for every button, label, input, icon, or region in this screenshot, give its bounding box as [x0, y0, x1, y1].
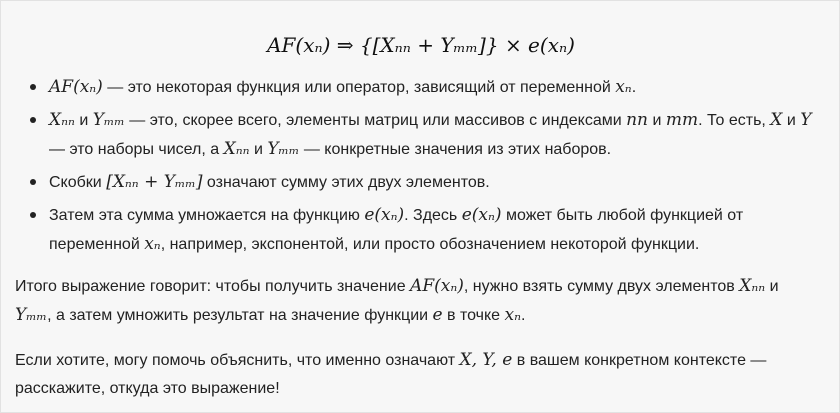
- text-span: в вашем конкретном контексте — расскажите, откуда это выражение!: [15, 352, 767, 397]
- text-span: Итого выражение говорит: чтобы получить значение: [15, 278, 411, 295]
- list-item: [21, 73, 821, 102]
- text-span: , например, экспонентой, или просто обозначением некоторой функции.: [160, 236, 700, 253]
- text-span: — это некоторая функция или оператор, зависящий от переменной: [102, 79, 616, 96]
- math-inline: e(xₙ): [364, 205, 405, 225]
- text-span: Затем эта сумма умножается на функцию: [49, 207, 365, 224]
- text-span: . То есть,: [698, 112, 771, 129]
- math-inline: AF(xₙ): [49, 77, 103, 97]
- math-inline: Xₙₙ: [739, 276, 766, 296]
- math-inline: e: [432, 305, 443, 325]
- text-span: .: [631, 79, 637, 96]
- display-formula: AF(xₙ) ⇒ {[Xₙₙ + Yₘₘ]} × e(xₙ): [267, 33, 575, 57]
- text-span: и: [782, 112, 801, 129]
- text-span: Скобки: [49, 174, 107, 191]
- text-span: , а затем умножить результат на значение функции: [47, 307, 433, 324]
- math-inline: e(xₙ): [461, 205, 502, 225]
- text-span: — это, скорее всего, элементы матриц или массивов с индексами: [124, 112, 627, 129]
- math-inline: mm: [665, 110, 699, 130]
- text-span: может быть любой функцией от переменной: [49, 207, 744, 253]
- text-span: — это наборы чисел, а: [49, 141, 224, 158]
- math-inline: AF(xₙ): [410, 276, 464, 296]
- text-span: , нужно взять сумму двух элементов: [463, 278, 740, 295]
- math-inline: xₙ: [504, 305, 522, 325]
- math-inline: Y: [800, 110, 812, 130]
- text-span: Если хотите, могу помочь объяснить, что именно означают: [15, 352, 460, 369]
- summary-paragraph: [15, 272, 815, 330]
- math-inline: xₙ: [144, 234, 161, 254]
- text-span: означают сумму этих двух элементов.: [202, 174, 490, 191]
- text-span: и: [765, 278, 779, 295]
- text-span: .: [521, 307, 526, 324]
- math-inline: Yₘₘ: [267, 139, 300, 159]
- offer-paragraph: [15, 346, 815, 403]
- math-inline: X: [770, 110, 783, 130]
- text-span: и: [249, 141, 268, 158]
- math-inline: X, Y, e: [459, 350, 513, 370]
- list-item: [21, 168, 821, 197]
- math-inline: [Xₙₙ + Yₘₘ]: [106, 172, 203, 192]
- list-item: [21, 201, 821, 259]
- math-inline: Yₘₘ: [92, 110, 125, 130]
- text-span: в точке: [442, 307, 505, 324]
- math-inline: Xₙₙ: [223, 139, 250, 159]
- explanation-list: [21, 73, 821, 263]
- text-span: — конкретные значения из этих наборов.: [299, 141, 612, 158]
- math-inline: nn: [626, 110, 648, 130]
- math-inline: Xₙₙ: [49, 110, 75, 130]
- math-inline: xₙ: [615, 77, 632, 97]
- text-span: и: [74, 112, 93, 129]
- text-span: . Здесь: [404, 207, 462, 224]
- math-inline: Yₘₘ: [15, 305, 48, 325]
- list-item: [21, 106, 821, 164]
- text-span: и: [648, 112, 666, 129]
